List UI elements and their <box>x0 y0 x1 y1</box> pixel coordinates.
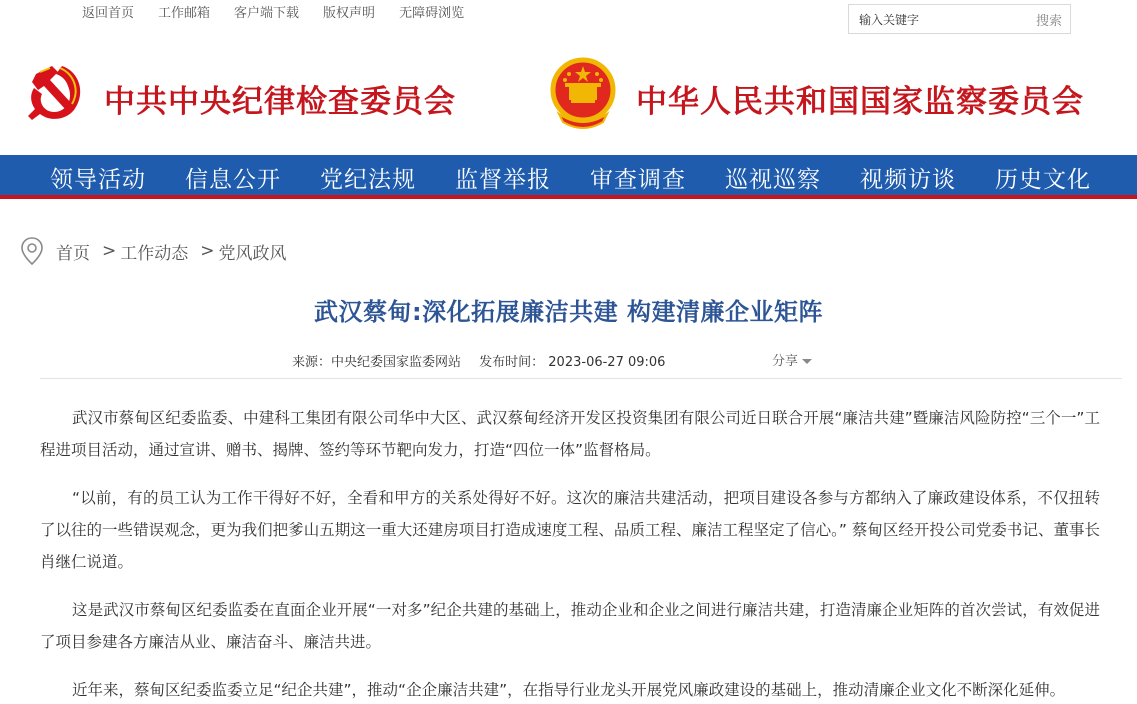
article-meta <box>292 351 679 370</box>
breadcrumb-work-news[interactable]: 工作动态 <box>120 243 189 264</box>
nav-leadership[interactable]: 领导活动 <box>50 167 146 193</box>
article-publish-time: 发布时间： 2023-06-27 09:06 <box>479 355 666 370</box>
nav-investigation[interactable]: 审查调查 <box>590 167 686 193</box>
nav-regulations[interactable]: 党纪法规 <box>320 167 416 193</box>
site-banner <box>0 42 1137 154</box>
toplink-accessibility[interactable]: 无障碍浏览 <box>399 6 465 21</box>
party-emblem-icon <box>22 58 90 126</box>
nav-supervision[interactable]: 监督举报 <box>455 167 551 193</box>
main-nav <box>0 155 1137 199</box>
divider <box>40 378 1122 379</box>
article-source: 来源：中央纪委国家监委网站 <box>292 355 462 370</box>
search-input[interactable] <box>859 11 1019 29</box>
toplink-home[interactable]: 返回首页 <box>82 6 135 21</box>
article-paragraph: 这是武汉市蔡甸区纪委监委在直面企业开展“一对多”纪企共建的基础上，推动企业和企业之间进行廉洁共建，打造清廉企业矩阵的首次尝试，有效促进了项目参建各方廉洁从业、廉洁奋斗、廉洁共进。 <box>40 601 1100 651</box>
nav-information[interactable]: 信息公开 <box>185 167 281 193</box>
share-button[interactable] <box>772 350 812 369</box>
article-paragraph: “以前，有的员工认为工作干得好不好，全看和甲方的关系处得好不好。这次的廉洁共建活动，把项目建设各参与方都纳入了廉政建设体系，不仅扭转了以往的一些错误观念，更为我们把爹山五期这一重大还建房项目打造成速度工程、品质工程、廉洁工程坚定了信心。” 蔡甸区经开投公司党委书记、董事长肖继仁说道。 <box>40 489 1100 571</box>
nav-history[interactable]: 历史文化 <box>995 167 1091 193</box>
breadcrumb <box>20 236 287 266</box>
breadcrumb-separator: > <box>102 241 117 261</box>
toplink-copyright[interactable]: 版权声明 <box>323 6 376 21</box>
breadcrumb-party-style[interactable]: 党风政风 <box>218 243 287 264</box>
toplink-client-download[interactable]: 客户端下载 <box>234 6 300 21</box>
breadcrumb-separator: > <box>200 241 215 261</box>
article-body <box>40 402 1100 704</box>
share-label: 分享 <box>772 354 799 369</box>
article-paragraph: 近年来，蔡甸区纪委监委立足“纪企共建”，推动“企企廉洁共建”，在指导行业龙头开展党风廉政建设的基础上，推动清廉企业文化不断深化延伸。 <box>72 681 1066 699</box>
top-bar <box>0 0 1137 40</box>
location-pin-icon <box>20 236 44 266</box>
toplink-email[interactable]: 工作邮箱 <box>158 6 211 21</box>
search-box <box>848 4 1071 34</box>
ccdi-title: 中共中央纪律检查委员会 <box>104 84 456 120</box>
caret-down-icon <box>802 359 812 364</box>
top-links <box>82 5 488 23</box>
article-paragraph: 武汉市蔡甸区纪委监委、中建科工集团有限公司华中大区、武汉蔡甸经济开发区投资集团有限公司近日联合开展“廉洁共建”暨廉洁风险防控“三个一”工程进项目活动，通过宣讲、赠书、揭牌、签约等环节靶向发力，打造“四位一体”监督格局。 <box>40 409 1101 459</box>
search-button[interactable]: 搜索 <box>1036 10 1062 29</box>
national-emblem-icon <box>547 56 619 130</box>
article-title: 武汉蔡甸:深化拓展廉洁共建 构建清廉企业矩阵 <box>314 298 823 326</box>
nav-inspection[interactable]: 巡视巡察 <box>725 167 821 193</box>
breadcrumb-home[interactable]: 首页 <box>56 243 90 264</box>
nsc-title: 中华人民共和国国家监察委员会 <box>636 84 1084 120</box>
nav-video[interactable]: 视频访谈 <box>860 167 956 193</box>
